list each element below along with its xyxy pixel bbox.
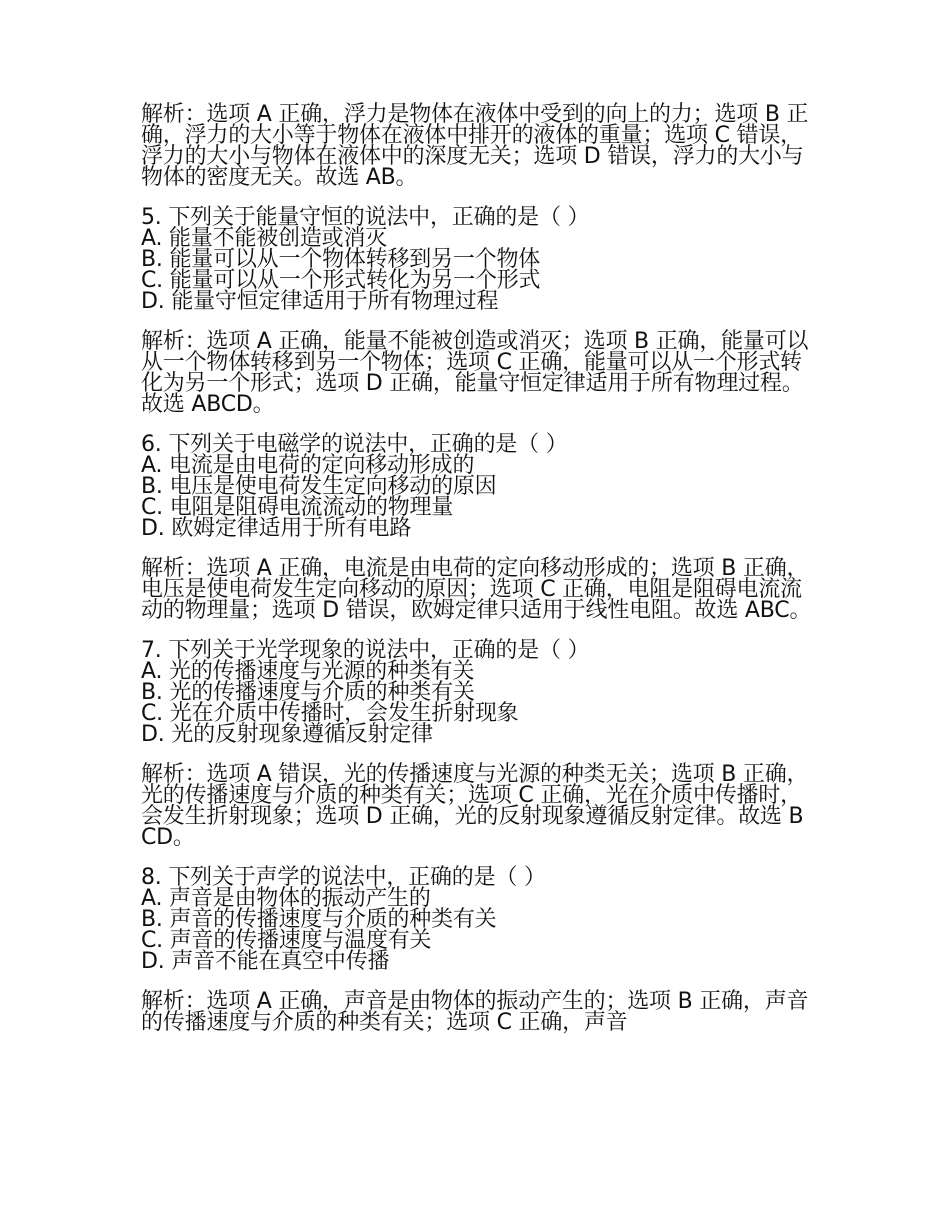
option-d: D. 光的反射现象遵循反射定律	[141, 722, 433, 747]
option-b: B. 声音的传播速度与介质的种类有关	[141, 907, 497, 932]
explanation-q5: 解析：选项 A 正确，能量不能被创造或消灭；选项 B 正确，能量可以从一个物体转移到另一个物体；选项 C 正确，能量可以从一个形式转化为另一个形式；选项 D 正确，能量守恒定律适用于所有物理过程。故选 ABCD。	[141, 329, 809, 417]
option-d: D. 欧姆定律适用于所有电路	[141, 516, 412, 541]
explanation-q8: 解析：选项 A 正确，声音是由物体的振动产生的；选项 B 正确，声音的传播速度与介质的种类有关；选项 C 正确，声音	[141, 989, 809, 1035]
option-a: A. 光的传播速度与光源的种类有关	[141, 659, 475, 684]
option-b: B. 能量可以从一个物体转移到另一个物体	[141, 247, 541, 272]
option-c: C. 声音的传播速度与温度有关	[141, 928, 432, 953]
option-c: C. 电阻是阻碍电流流动的物理量	[141, 495, 454, 520]
question-stem: 5. 下列关于能量守恒的说法中，正确的是（ ）	[141, 205, 590, 230]
option-d: D. 声音不能在真空中传播	[141, 949, 390, 974]
option-b: B. 电压是使电荷发生定向移动的原因	[141, 474, 497, 499]
question-8	[141, 867, 813, 972]
option-c: C. 光在介质中传播时，会发生折射现象	[141, 701, 519, 726]
option-a: A. 电流是由电荷的定向移动形成的	[141, 453, 475, 478]
explanation-q6: 解析：选项 A 正确，电流是由电荷的定向移动形成的；选项 B 正确，电压是使电荷发生定向移动的原因；选项 C 正确，电阻是阻碍电流流动的物理量；选项 D 错误，欧姆定律只适用于线性电阻。故选 ABC。	[141, 556, 812, 623]
question-7	[141, 640, 813, 745]
explanation-q4: 解析：选项 A 正确，浮力是物体在液体中受到的向上的力；选项 B 正确，浮力的大小等于物体在液体中排开的液体的重量；选项 C 错误，浮力的大小与物体在液体中的深度无关；选项 D 错误，浮力的大小与物体的密度无关。故选 AB。	[141, 102, 809, 190]
question-stem: 8. 下列关于声学的说法中，正确的是（ ）	[141, 865, 546, 890]
option-a: A. 能量不能被创造或消灭	[141, 226, 388, 251]
explanation-q7: 解析：选项 A 错误，光的传播速度与光源的种类无关；选项 B 正确，光的传播速度与介质的种类有关；选项 C 正确，光在介质中传播时，会发生折射现象；选项 D 正确，光的反射现象遵循反射定律。故选 BCD。	[141, 762, 809, 850]
option-d: D. 能量守恒定律适用于所有物理过程	[141, 289, 499, 314]
question-stem: 6. 下列关于电磁学的说法中，正确的是（ ）	[141, 432, 568, 457]
question-stem: 7. 下列关于光学现象的说法中，正确的是（ ）	[141, 638, 590, 663]
document-page	[141, 104, 813, 1052]
question-5	[141, 207, 813, 312]
question-6	[141, 434, 813, 539]
option-b: B. 光的传播速度与介质的种类有关	[141, 680, 475, 705]
option-c: C. 能量可以从一个形式转化为另一个形式	[141, 268, 541, 293]
option-a: A. 声音是由物体的振动产生的	[141, 886, 431, 911]
